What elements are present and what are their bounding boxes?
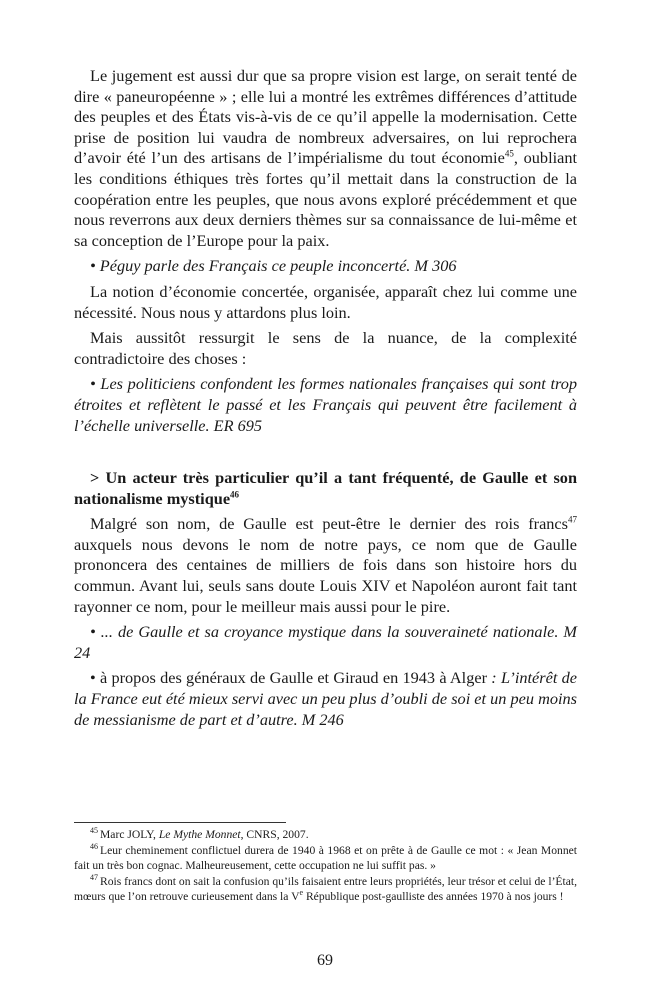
page-body — [74, 66, 577, 730]
paragraph-2: La notion d’économie concertée, organisée, apparaît chez lui comme une nécessité. Nous nous y attardons plus loin. — [74, 281, 577, 322]
quote-peguy: • Péguy parle des Français ce peuple inconcerté. M 306 — [90, 256, 457, 276]
quote-croyance: • ... de Gaulle et sa croyance mystique dans la souveraineté nationale. M 24 — [74, 622, 577, 662]
footnote-ref-46[interactable]: 46 — [230, 489, 240, 500]
quote-alger: • à propos des généraux de Gaulle et Giraud en 1943 à Alger : L’intérêt de la France eut été mieux servi avec un peu plus d’oubli de soi et un peu moins de messianisme de part et d’autre. M 246 — [74, 668, 577, 729]
footnote-45: $^{45}$ Marc JOLY, Le Mythe Monnet, CNRS, 2007. — [90, 826, 309, 841]
footnote-46: $^{46}$ Leur cheminement conflictuel durera de 1940 à 1968 et on prête à de Gaulle ce mot : « Jean Monnet fait un très bon cognac. Malheureusement, cette occupation ne lui suffit pas. » — [74, 841, 577, 872]
footnote-47: $^{47}$ Rois francs dont on sait la confusion qu’ils faisaient entre leurs propriétés, leur trésor et celui de l’État, mœurs que l’on retrouve curieusement dans la Ve République post-gaulliste des années 1970 à nos jours ! — [74, 872, 577, 903]
page-number: 69 — [317, 952, 333, 969]
footnotes — [74, 822, 577, 905]
footnote-ref-45[interactable]: 45 — [504, 148, 514, 159]
paragraph-1: Le jugement est aussi dur que sa propre vision est large, on serait tenté de dire « paneuropéenne » ; elle lui a montré les extrêmes différences d’attitude des peuples et des États vis-à-vis de ce qu’il appelle la modernisation. Cette prise de position lui vaudra de nombreux adversaires, on lui reprochera d’avoir été l’un des artisans de l’impérialisme du tout économie$^{45}$, oubliant les conditions éthiques très fortes qu’il mettait dans la construction de la coopération entre les peuples, que nous avons exploré précédemment et que nous reverrons aux deux derniers thèmes sur sa connaissance de lui-même et sa conception de l’Europe pour la paix. — [74, 66, 578, 250]
quote-politiciens: • Les politiciens confondent les formes nationales françaises qui sont trop étroites et reflètent le passé et les Français qui peuvent être facilement à l’échelle universelle. ER 695 — [74, 374, 577, 435]
footnote-ref-47[interactable]: 47 — [568, 514, 577, 525]
paragraph-4: Malgré son nom, de Gaulle est peut-être le dernier des rois francs$^{47}$ auxquels nous devons le nom de notre pays, ce nom que de Gaulle prononcera des centaines de milliers de fois dans son histoire hors du commun. Avant lui, seuls sans doute Louis XIV et Napoléon auront fait tant rayonner ce nom, pour le meilleur mais aussi pour le pire. — [74, 514, 577, 616]
section-heading: > Un acteur très particulier qu’il a tant fréquenté, de Gaulle et son nationalisme mystique$^{46}$ — [74, 468, 577, 508]
footnote-rule — [74, 822, 286, 823]
paragraph-3: Mais aussitôt ressurgit le sens de la nuance, de la complexité contradictoire des choses : — [74, 328, 577, 368]
